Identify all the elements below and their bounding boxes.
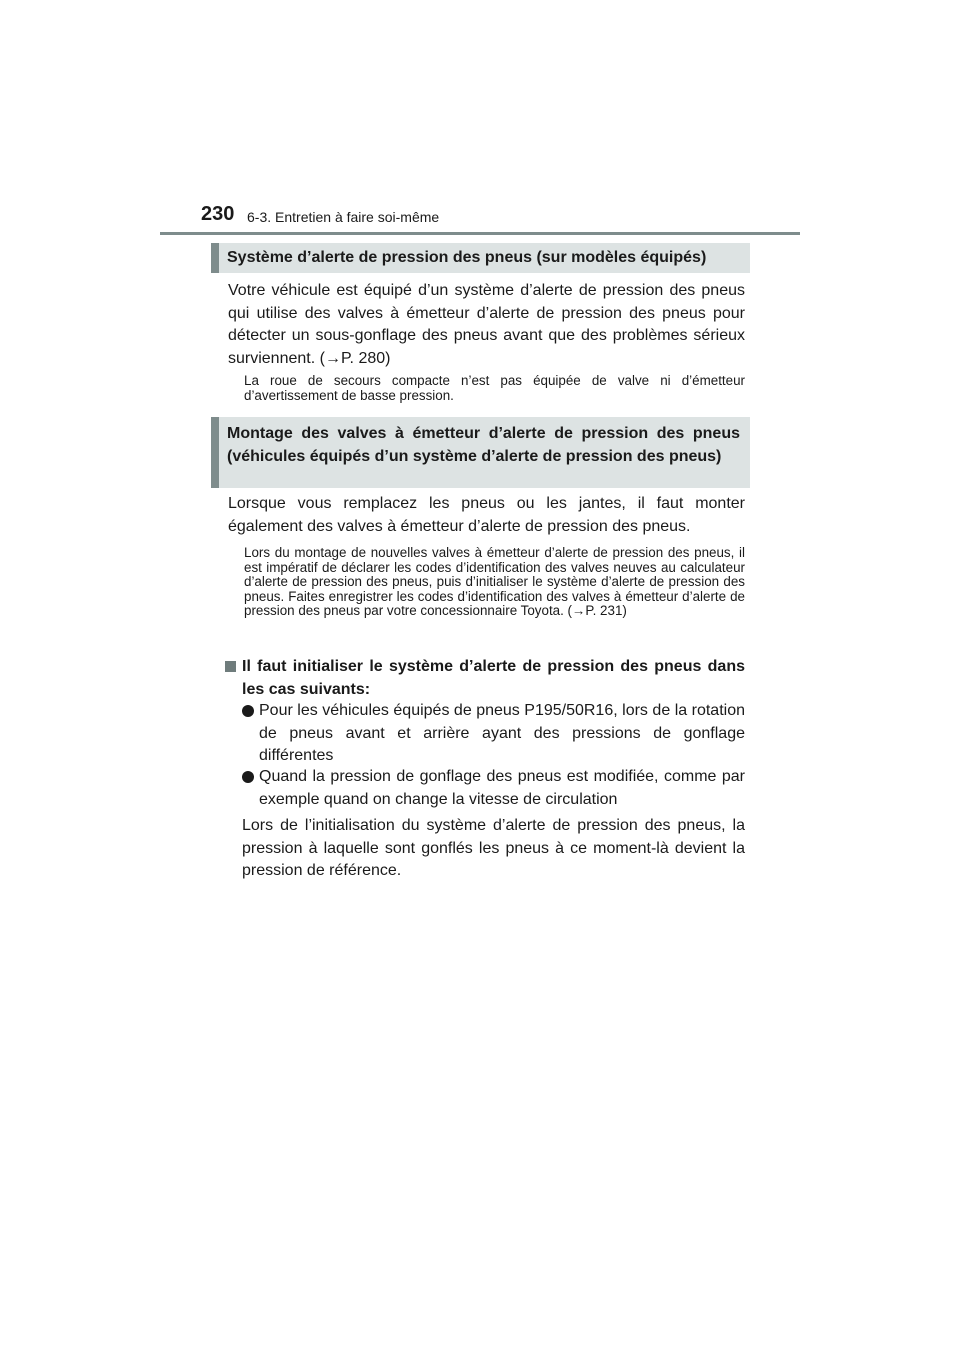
note-paragraph: Lors du montage de nouvelles valves à émetteur d’alerte de pression des pneus, il est impératif de déclarer les codes d’identification des valves neuves au calculateur d’alerte de pression des pneus, puis d’initialiser le système d’alerte de pression des pneus. Faites enregistrer les codes d’identification des valves à émetteur d’alerte de pression des pneus par votre concessionnaire Toyota. (→P. 231) [244, 545, 745, 618]
page-number: 230 [201, 203, 235, 225]
note-paragraph: La roue de secours compacte n’est pas équipée de valve ni d’émetteur d’avertissement de basse pression. [244, 373, 745, 403]
section-heading-tpms: Système d’alerte de pression des pneus (sur modèles équipés) [211, 243, 750, 273]
header-divider [160, 232, 800, 235]
body-paragraph: Lorsque vous remplacez les pneus ou les jantes, il faut monter également des valves à émetteur d’alerte de pression des pneus. [228, 495, 745, 535]
list-item [242, 700, 745, 768]
body-paragraph: Votre véhicule est équipé d’un système d’alerte de pression des pneus qui utilise des valves à émetteur d’alerte de pression des pneus pour détecter un sous-gonflage des pneus avant que des problèmes sérieux surviennent. (→P. 280) [228, 282, 745, 367]
bullet-dot-icon [242, 705, 254, 717]
list-item [242, 766, 745, 811]
square-bullet-icon [225, 661, 236, 672]
closing-paragraph: Lors de l’initialisation du système d’alerte de pression des pneus, la pression à laquelle sont gonflés les pneus à ce moment-là devient la pression de référence. [242, 817, 745, 879]
list-item-text: Pour les véhicules équipés de pneus P195/50R16, lors de la rotation de pneus avant et arrière ayant des pressions de gonflage différentes [259, 702, 745, 764]
bullet-dot-icon [242, 771, 254, 783]
sub-heading [225, 656, 745, 701]
section-reference: 6-3. Entretien à faire soi-même [247, 209, 440, 225]
list-item-text: Quand la pression de gonflage des pneus est modifiée, comme par exemple quand on change la vitesse de circulation [259, 768, 745, 808]
section-heading-valve-mounting: Montage des valves à émetteur d’alerte de pression des pneus (véhicules équipés d’un système d’alerte de pression des pneus) [211, 417, 750, 488]
sub-heading-text: Il faut initialiser le système d’alerte de pression des pneus dans les cas suivants: [242, 658, 745, 698]
